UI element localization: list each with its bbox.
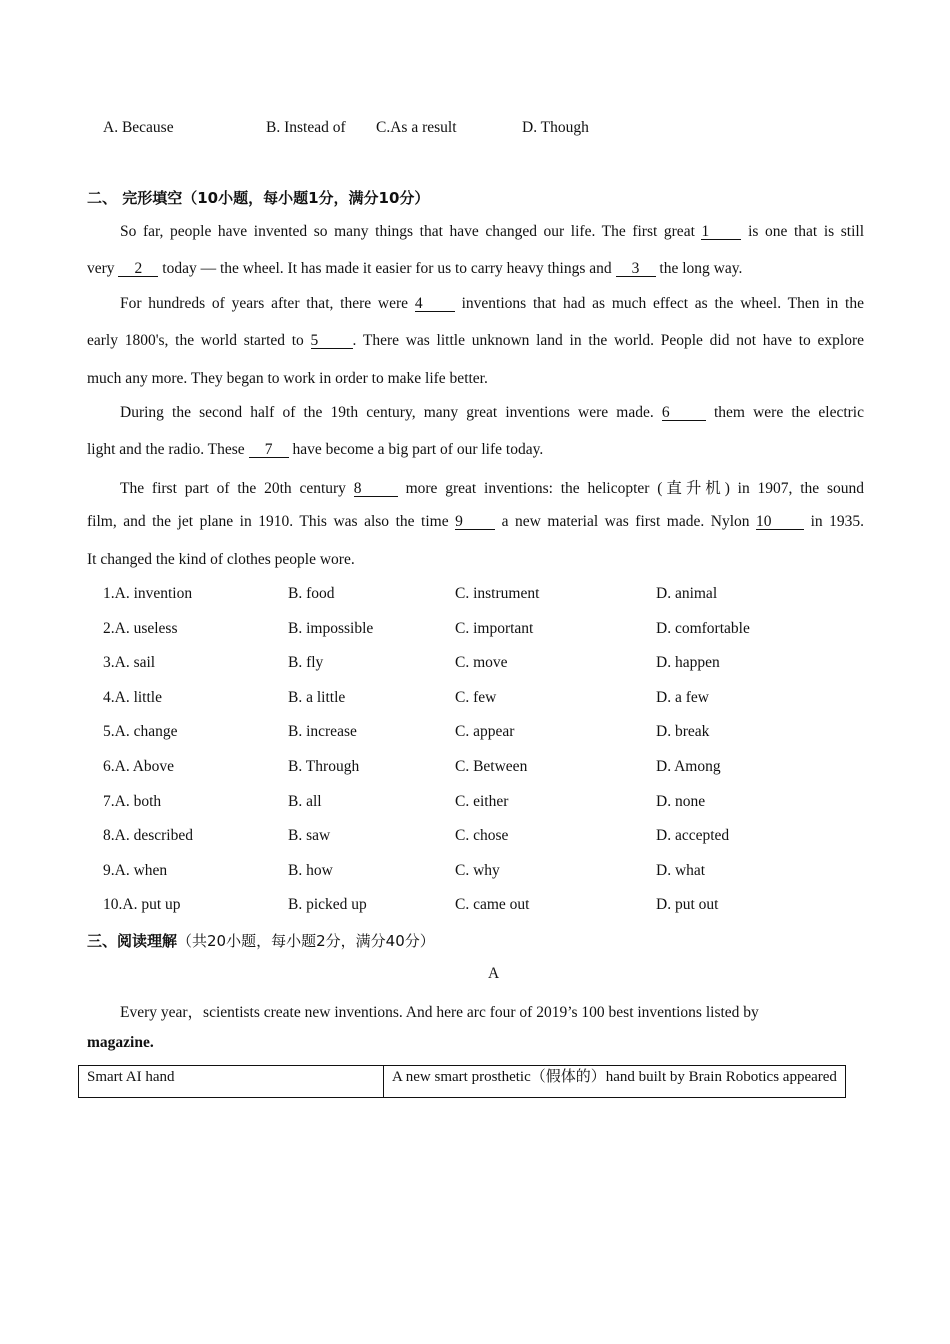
cloze-p2-line2 (87, 332, 864, 350)
prev-option-c: C.As a result (376, 119, 457, 136)
question-8-option-b: B. saw (288, 827, 331, 844)
question-7-option-c: C. either (455, 793, 509, 810)
question-3-option-d: D. happen (656, 654, 720, 671)
passage-label: A (488, 965, 500, 982)
question-9-option-b: B. how (288, 862, 333, 879)
cloze-p2-line1 (120, 295, 864, 313)
question-4-option-d: D. a few (656, 689, 709, 706)
section2-heading: 二、 完形填空（10小题，每小题1分，满分10分） (87, 189, 430, 207)
blank-2: 2 (118, 261, 158, 277)
question-5-option-a: 5.A. change (103, 723, 178, 740)
question-1-option-d: D. animal (656, 585, 718, 602)
question-6-option-b: B. Through (288, 758, 360, 775)
cloze-text: a new material was first made. Nylon (501, 513, 750, 530)
question-5-option-b: B. increase (288, 723, 357, 740)
cloze-text: have become a big part of our life today. (292, 441, 544, 458)
cloze-text: is one that is still (748, 223, 865, 240)
question-3-option-a: 3.A. sail (103, 654, 156, 671)
blank-8: 8 (354, 481, 398, 497)
blank-5: 5 (311, 333, 353, 349)
cloze-text: So far, people have invented so many things that have changed our life. The first great (120, 223, 695, 240)
blank-1: 1 (701, 224, 741, 240)
question-8-option-c: C. chose (455, 827, 509, 844)
cloze-text: early 1800's, the world started to (87, 332, 304, 349)
question-2-option-c: C. important (455, 620, 534, 637)
cloze-p4-line3: It changed the kind of clothes people wore. (87, 551, 355, 568)
cloze-p4-line2 (87, 513, 864, 531)
cloze-text: today — the wheel. It has made it easier for us to carry heavy things and (162, 260, 612, 277)
cloze-text: more great inventions: the helicopter (直升机) in 1907, the sound (405, 480, 865, 497)
question-9-option-c: C. why (455, 862, 500, 879)
question-4-option-c: C. few (455, 689, 497, 706)
prev-option-d: D. Though (522, 119, 589, 136)
question-10-option-c: C. came out (455, 896, 530, 913)
prev-option-b: B. Instead of (266, 119, 346, 136)
question-9-option-d: D. what (656, 862, 706, 879)
cloze-text: them were the electric (713, 404, 864, 421)
question-2-option-d: D. comfortable (656, 620, 750, 637)
cloze-p1-line1 (120, 223, 864, 241)
section3-heading (87, 930, 435, 951)
question-7-option-a: 7.A. both (103, 793, 162, 810)
question-2-option-b: B. impossible (288, 620, 374, 637)
cloze-text: inventions that had as much effect as the wheel. Then in the (461, 295, 864, 312)
question-6-option-c: C. Between (455, 758, 528, 775)
passage-intro-bold: magazine. (87, 1034, 154, 1051)
cloze-text: the long way. (659, 260, 743, 277)
question-8-option-d: D. accepted (656, 827, 730, 844)
cloze-p3-line2 (87, 441, 543, 459)
question-6-option-d: D. Among (656, 758, 721, 775)
blank-6: 6 (662, 405, 706, 421)
blank-10: 10 (756, 514, 804, 530)
cloze-text: film, and the jet plane in 1910. This was also the time (87, 513, 449, 530)
question-4-option-b: B. a little (288, 689, 346, 706)
table-cell-name: Smart AI hand (79, 1066, 384, 1098)
section3-heading-bold: 三、阅读理解 (87, 932, 178, 950)
cloze-text: light and the radio. These (87, 441, 245, 458)
cloze-p1-line2 (87, 260, 742, 278)
question-10-option-d: D. put out (656, 896, 719, 913)
prev-option-a: A. Because (103, 119, 174, 136)
cloze-text: in 1935. (810, 513, 865, 530)
question-6-option-a: 6.A. Above (103, 758, 175, 775)
question-7-option-b: B. all (288, 793, 322, 810)
cloze-text: The first part of the 20th century (120, 480, 346, 497)
question-3-option-c: C. move (455, 654, 508, 671)
question-1-option-b: B. food (288, 585, 335, 602)
question-9-option-a: 9.A. when (103, 862, 168, 879)
cloze-p2-line3: much any more. They began to work in order to make life better. (87, 370, 488, 387)
cloze-text: . There was little unknown land in the world. People did not have to explore (352, 332, 864, 349)
question-3-option-b: B. fly (288, 654, 324, 671)
blank-9: 9 (455, 514, 495, 530)
question-1-option-a: 1.A. invention (103, 585, 193, 602)
question-10-option-b: B. picked up (288, 896, 367, 913)
question-8-option-a: 8.A. described (103, 827, 193, 844)
passage-intro: Every year，scientists create new inventions. And here arc four of 2019’s 100 best inventions listed by (120, 1004, 759, 1021)
question-5-option-c: C. appear (455, 723, 515, 740)
table-cell-desc: A new smart prosthetic（假体的）hand built by Brain Robotics appeared (384, 1066, 846, 1098)
cloze-text: very (87, 260, 115, 277)
question-2-option-a: 2.A. useless (103, 620, 178, 637)
question-4-option-a: 4.A. little (103, 689, 162, 706)
inventions-table (78, 1065, 846, 1098)
blank-7: 7 (249, 442, 289, 458)
cloze-text: During the second half of the 19th century, many great inventions were made. (120, 404, 654, 421)
question-7-option-d: D. none (656, 793, 706, 810)
cloze-text: For hundreds of years after that, there were (120, 295, 409, 312)
blank-4: 4 (415, 296, 455, 312)
section3-heading-rest: （共20小题，每小题2分，满分40分） (177, 932, 435, 950)
cloze-p3-line1 (120, 404, 864, 422)
blank-3: 3 (616, 261, 656, 277)
question-10-option-a: 10.A. put up (103, 896, 181, 913)
question-1-option-c: C. instrument (455, 585, 540, 602)
table-row (79, 1066, 846, 1098)
cloze-p4-line1 (120, 476, 864, 498)
question-5-option-d: D. break (656, 723, 710, 740)
